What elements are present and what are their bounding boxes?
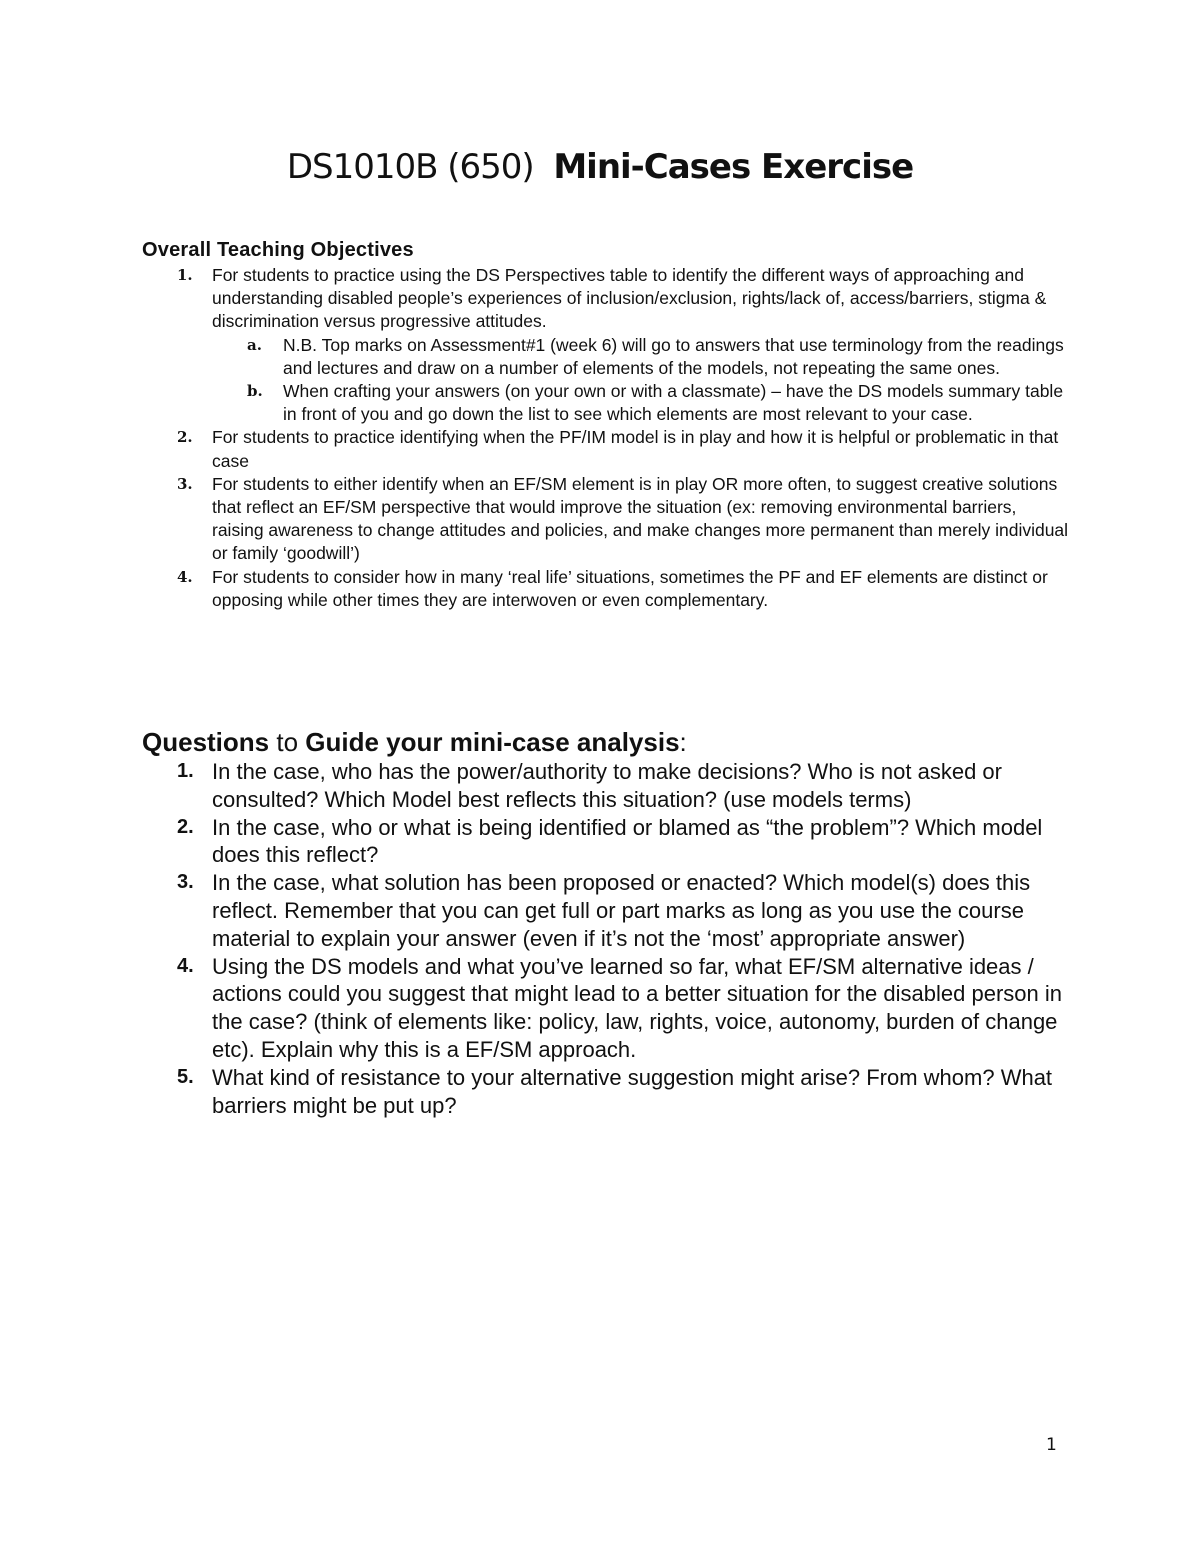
objective-item xyxy=(142,473,1072,566)
questions-heading-part3: Guide your mini-case analysis xyxy=(305,727,680,757)
objective-number: 2. xyxy=(177,428,193,447)
question-number: 3. xyxy=(177,871,194,894)
questions-heading xyxy=(142,726,687,758)
objectives-heading: Overall Teaching Objectives xyxy=(142,239,414,261)
question-text: In the case, who or what is being identified or blamed as “the problem”? Which model does this reflect? xyxy=(212,814,1043,868)
question-number: 5. xyxy=(177,1065,194,1088)
objectives-list xyxy=(142,264,1072,612)
subitem-letter: a. xyxy=(247,335,262,354)
subitem-text: When crafting your answers (on your own or with a classmate) – have the DS models summary table in front of you and go down the list to see which elements are most relevant to your case. xyxy=(283,381,1064,425)
page-title xyxy=(0,146,1200,188)
question-item xyxy=(142,953,1072,1064)
objective-item xyxy=(142,264,1072,426)
objective-number: 1. xyxy=(177,266,193,284)
title-course-code: DS1010B (650) xyxy=(286,147,534,187)
question-text: In the case, what solution has been proposed or enacted? Which model(s) does this reflect. Remember that you can get full or part marks as long as you use the course material to explain your answer (even if it’s not the ‘most’ appropriate answer) xyxy=(212,870,1031,951)
question-number: 2. xyxy=(177,815,194,838)
objective-number: 3. xyxy=(177,474,193,493)
page-number: 1 xyxy=(1046,1435,1057,1455)
objective-subitem xyxy=(212,380,1072,426)
objective-number: 4. xyxy=(177,567,193,586)
objective-text: For students to consider how in many ‘real life’ situations, sometimes the PF and EF elements are distinct or opposing while other times they are interwoven or even complementary. xyxy=(212,566,1048,610)
subitem-letter: b. xyxy=(247,382,263,401)
title-exercise-name: Mini-Cases Exercise xyxy=(553,147,914,187)
objective-item xyxy=(142,566,1072,612)
question-item xyxy=(142,869,1072,952)
questions-list xyxy=(142,758,1072,1119)
question-number: 4. xyxy=(177,954,194,977)
objective-subitem xyxy=(212,334,1072,380)
question-item xyxy=(142,1064,1072,1120)
question-number: 1. xyxy=(177,760,194,782)
objective-text: For students to practice using the DS Perspectives table to identify the different ways of approaching and understanding disabled people’s experiences of inclusion/exclusion, rights/lack of, access/barriers, stigma & discrimination versus progressive attitudes. xyxy=(212,265,1047,332)
questions-heading-part4: : xyxy=(679,727,687,757)
objective-sublist xyxy=(212,334,1072,427)
question-item xyxy=(142,758,1072,814)
question-text: In the case, who has the power/authority to make decisions? Who is not asked or consulted? Which Model best reflects this situation? (use models terms) xyxy=(212,759,1002,812)
question-text: Using the DS models and what you’ve learned so far, what EF/SM alternative ideas / actions could you suggest that might lead to a better situation for the disabled person in the case? (think of elements like: policy, law, rights, voice, autonomy, burden of change etc). Explain why this is a EF/SM approach. xyxy=(212,953,1062,1062)
questions-heading-part1: Questions xyxy=(142,727,270,757)
questions-heading-part2: to xyxy=(269,727,306,757)
question-text: What kind of resistance to your alternative suggestion might arise? From whom? What barriers might be put up? xyxy=(212,1064,1053,1118)
objective-item xyxy=(142,426,1072,472)
objective-text: For students to practice identifying when the PF/IM model is in play and how it is helpful or problematic in that case xyxy=(212,427,1059,471)
objective-text: For students to either identify when an EF/SM element is in play OR more often, to suggest creative solutions that reflect an EF/SM perspective that would improve the situation (ex: removing environmental barriers, raising awareness to change attitudes and policies, and make changes more permanent than merely individual or family ‘goodwill’) xyxy=(212,473,1069,564)
question-item xyxy=(142,814,1072,870)
subitem-text: N.B. Top marks on Assessment#1 (week 6) will go to answers that use terminology from the readings and lectures and draw on a number of elements of the models, not repeating the same ones. xyxy=(283,334,1064,378)
